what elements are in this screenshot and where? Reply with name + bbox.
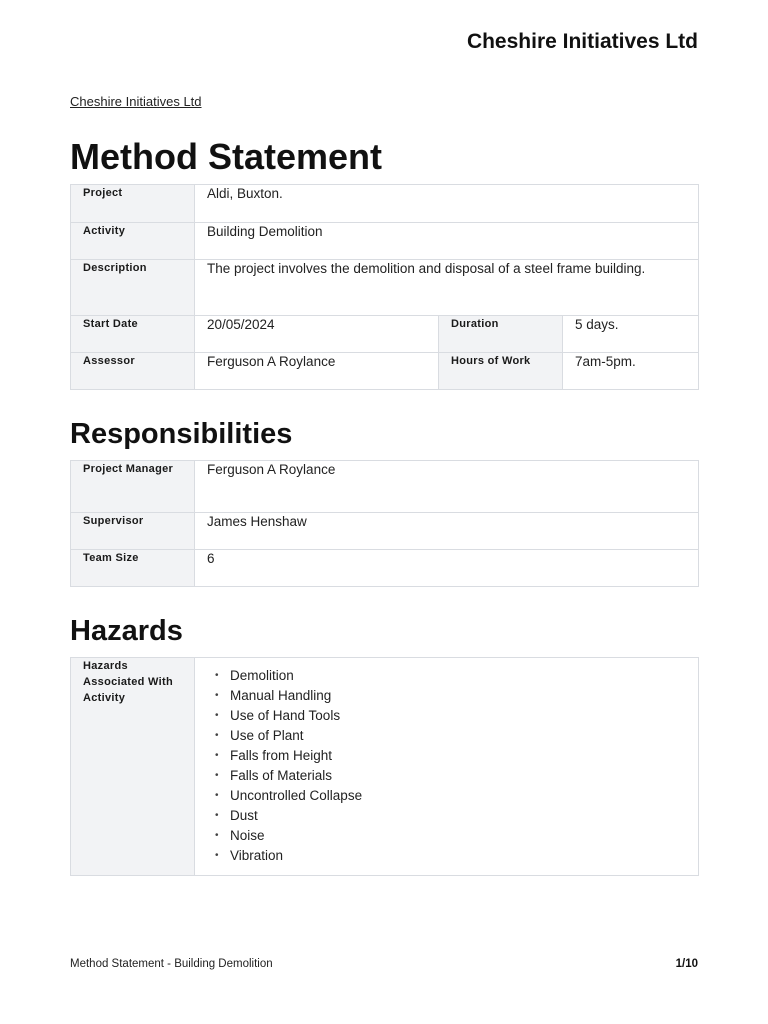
hazards-heading: Hazards [70,615,183,647]
supervisor-value: James Henshaw [195,513,699,550]
hazards-list-cell [195,658,699,876]
supervisor-row [71,513,699,550]
hazards-label: Hazards Associated With Activity [71,658,195,876]
description-row [71,260,699,316]
hours-value: 7am-5pm. [563,353,699,390]
activity-value: Building Demolition [195,223,699,260]
company-header: Cheshire Initiatives Ltd [466,30,698,53]
project-label: Project [71,185,195,223]
page-title: Method Statement [70,136,383,177]
project-value: Aldi, Buxton. [195,185,699,223]
hazard-item: • Demolition [207,666,686,686]
hazard-item: • Uncontrolled Collapse [207,786,686,806]
team-size-value: 6 [195,550,699,587]
footer-page-number: 1/10 [675,958,698,970]
supervisor-label: Supervisor [71,513,195,550]
team-size-row [71,550,699,587]
hazard-item: • Falls from Height [207,746,686,766]
hazard-item: • Use of Hand Tools [207,706,686,726]
activity-label: Activity [71,223,195,260]
hazards-list [207,666,686,866]
hazard-item: • Vibration [207,846,686,866]
hazard-item: • Noise [207,826,686,846]
hazards-table [70,657,699,876]
responsibilities-heading: Responsibilities [70,418,293,450]
assessor-label: Assessor [71,353,195,390]
description-label: Description [71,260,195,316]
assessor-row [71,353,699,390]
project-row [71,185,699,223]
hazard-item: • Manual Handling [207,686,686,706]
company-link[interactable]: Cheshire Initiatives Ltd [70,94,202,109]
hazard-item: • Dust [207,806,686,826]
details-table [70,184,699,390]
project-manager-label: Project Manager [71,461,195,513]
footer-doc-title: Method Statement - Building Demolition [70,958,273,970]
activity-row [71,223,699,260]
team-size-label: Team Size [71,550,195,587]
project-manager-value: Ferguson A Roylance [195,461,699,513]
responsibilities-table [70,460,699,587]
duration-value: 5 days. [563,316,699,353]
project-manager-row [71,461,699,513]
start-date-label: Start Date [71,316,195,353]
start-date-row [71,316,699,353]
assessor-value: Ferguson A Roylance [195,353,439,390]
hazard-item: • Use of Plant [207,726,686,746]
hazard-item: • Falls of Materials [207,766,686,786]
hazards-row [71,658,699,876]
duration-label: Duration [439,316,563,353]
hours-label: Hours of Work [439,353,563,390]
start-date-value: 20/05/2024 [195,316,439,353]
description-value: The project involves the demolition and disposal of a steel frame building. [195,260,699,316]
